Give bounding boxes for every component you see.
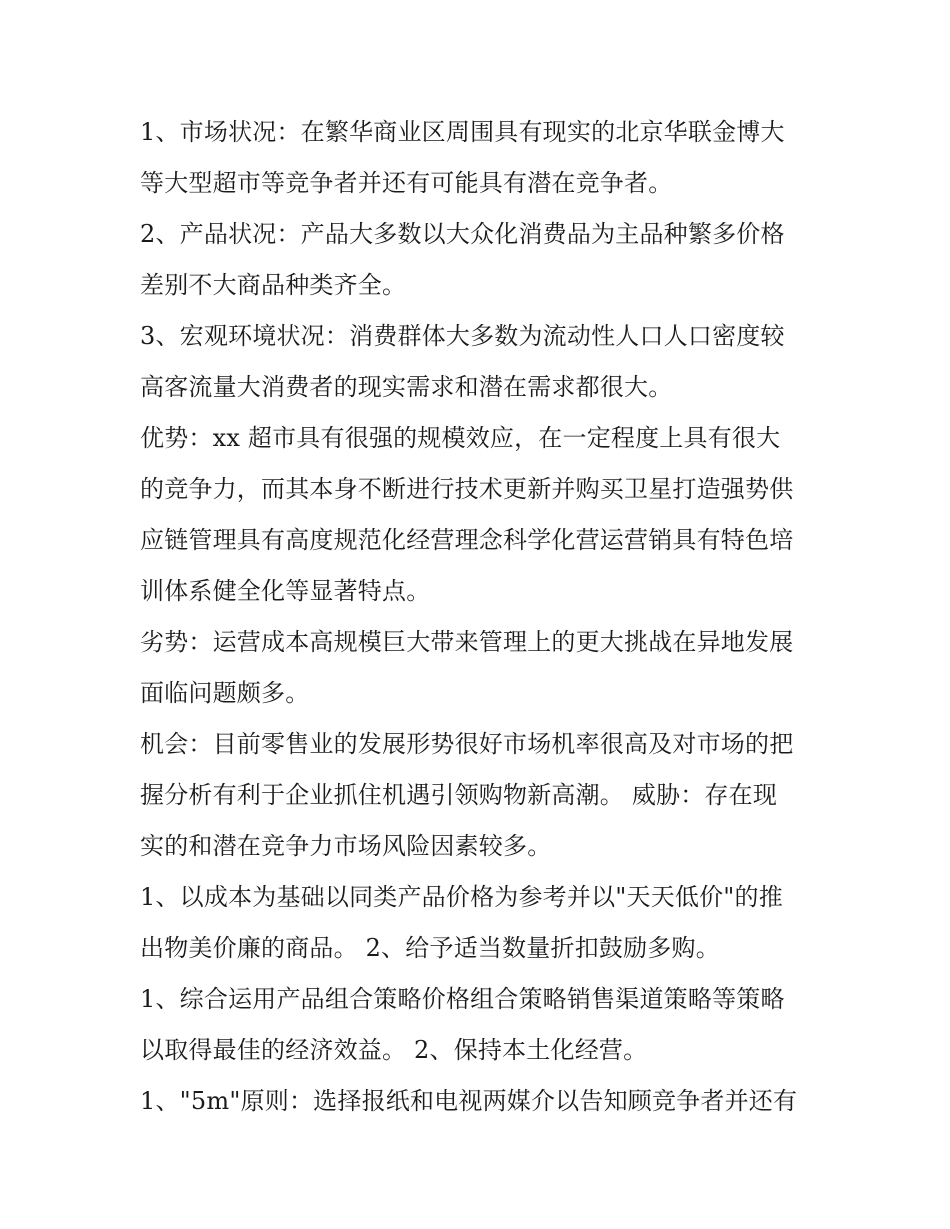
text-line: 劣势：运营成本高规模巨大带来管理上的更大挑战在异地发展 (140, 628, 794, 656)
document-body (140, 107, 820, 1127)
text-line: 差别不大商品种类齐全。 (140, 271, 407, 299)
text-line: 优势：xx 超市具有很强的规模效应，在一定程度上具有很大 (140, 424, 781, 452)
text-line: 出物美价廉的商品。 2、给予适当数量折扣鼓励多购。 (140, 934, 720, 962)
text-line: 机会：目前零售业的发展形势很好市场机率很高及对市场的把 (140, 730, 794, 758)
text-line: 1、综合运用产品组合策略价格组合策略销售渠道策略等策略 (140, 985, 785, 1013)
text-line: 等大型超市等竞争者并还有可能具有潜在竞争者。 (140, 169, 673, 197)
text-line: 高客流量大消费者的现实需求和潜在需求都很大。 (140, 373, 673, 401)
text-line: 面临问题颇多。 (140, 679, 310, 707)
text-line: 3、宏观环境状况：消费群体大多数为流动性人口人口密度较 (140, 322, 785, 350)
text-line: 的竞争力，而其本身不断进行技术更新并购买卫星打造强势供 (140, 475, 794, 503)
text-line: 握分析有利于企业抓住机遇引领购物新高潮。 威胁：存在现 (140, 781, 778, 809)
text-line: 1、以成本为基础以同类产品价格为参考并以"天天低价"的推 (140, 883, 783, 911)
text-line: 训体系健全化等显著特点。 (140, 577, 431, 605)
text-line: 实的和潜在竞争力市场风险因素较多。 (140, 832, 552, 860)
text-line: 1、"5m"原则：选择报纸和电视两媒介以告知顾竞争者并还有 (140, 1087, 798, 1115)
text-line: 1、市场状况：在繁华商业区周围具有现实的北京华联金博大 (140, 118, 785, 146)
text-line: 以取得最佳的经济效益。 2、保持本土化经营。 (140, 1036, 648, 1064)
text-line: 2、产品状况：产品大多数以大众化消费品为主品种繁多价格 (140, 220, 785, 248)
text-line: 应链管理具有高度规范化经营理念科学化营运营销具有特色培 (140, 526, 794, 554)
